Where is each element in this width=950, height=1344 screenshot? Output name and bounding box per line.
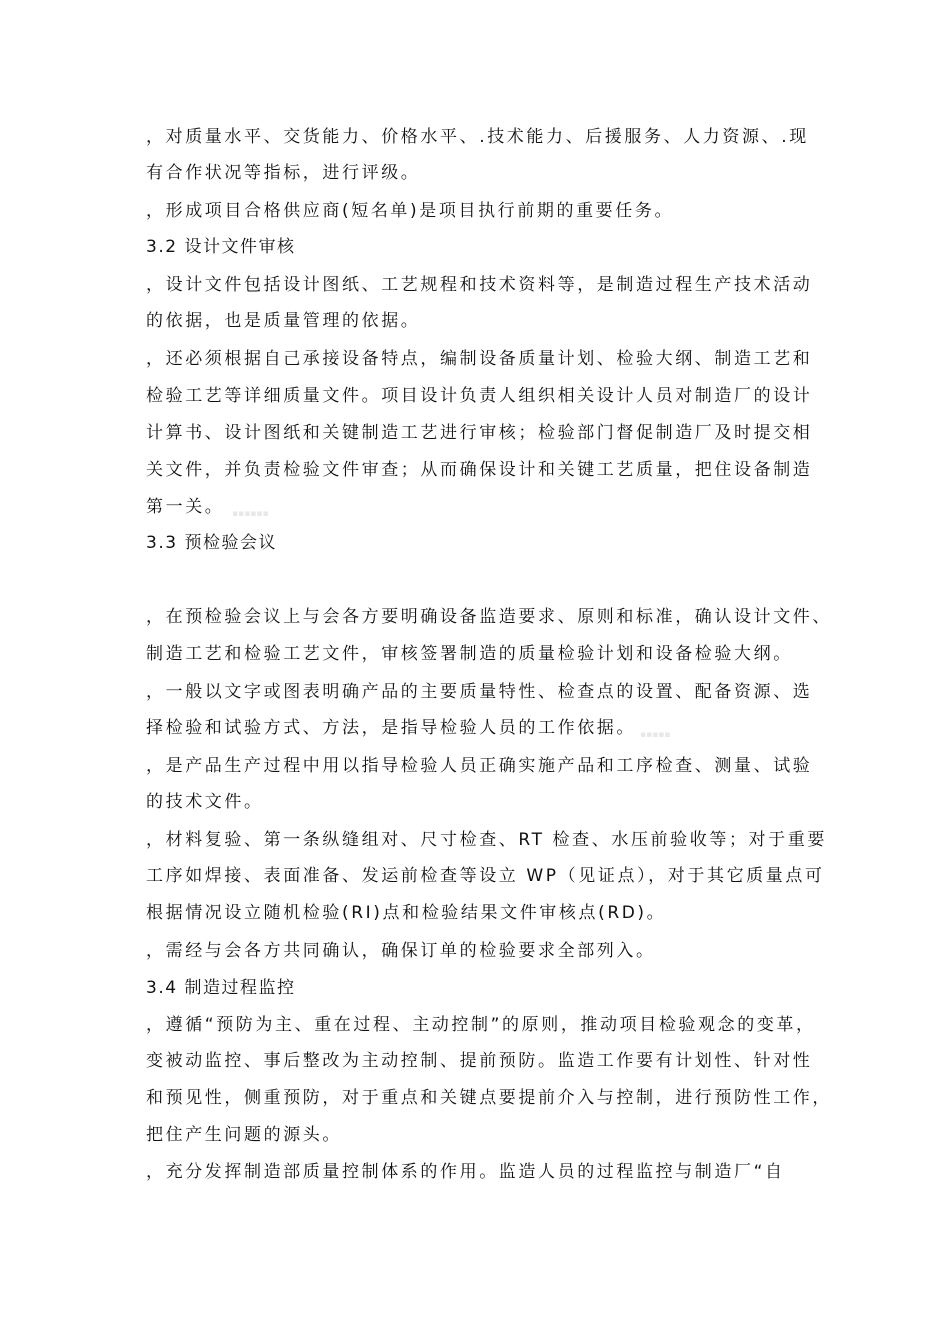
watermark-mark: ▪▪▪▪▪ <box>640 730 671 740</box>
paragraph-line: ，一般以文字或图表明确产品的主要质量特性、检查点的设置、配备资源、选 <box>146 682 813 702</box>
paragraph-line: ，对质量水平、交货能力、价格水平、.技术能力、后援服务、人力资源、.现 <box>146 127 809 147</box>
paragraph-line: 和预见性，侧重预防，对于重点和关键点要提前介入与控制，进行预防性工作， <box>146 1088 832 1108</box>
paragraph-line: ，是产品生产过程中用以指导检验人员正确实施产品和工序检查、测量、试验 <box>146 756 813 776</box>
paragraph-line: 根据情况设立随机检验(RI)点和检验结果文件审核点(RD)。 <box>146 903 667 923</box>
paragraph-line: 第一关。 <box>146 497 225 517</box>
paragraph-line: 工序如焊接、表面准备、发运前检查等设立 WP（见证点），对于其它质量点可 <box>146 866 825 886</box>
paragraph-line: 把住产生问题的源头。 <box>146 1125 342 1145</box>
paragraph-line: ，还必须根据自己承接设备特点，编制设备质量计划、检验大纲、制造工艺和 <box>146 349 813 369</box>
paragraph-line: ，遵循“预防为主、重在过程、主动控制”的原则，推动项目检验观念的变革， <box>146 1015 816 1035</box>
paragraph-line: 有合作状况等指标，进行评级。 <box>146 163 421 183</box>
section-heading-3-2: 3.2 设计文件审核 <box>146 237 296 257</box>
paragraph-line: 变被动监控、事后整改为主动控制、提前预防。监造工作要有计划性、针对性 <box>146 1051 813 1071</box>
paragraph-line: 关文件，并负责检验文件审查；从而确保设计和关键工艺质量，把住设备制造 <box>146 460 813 480</box>
paragraph-line: 检验工艺等详细质量文件。项目设计负责人组织相关设计人员对制造厂的设计 <box>146 386 813 406</box>
paragraph-line: 的依据，也是质量管理的依据。 <box>146 311 421 331</box>
paragraph-line: 择检验和试验方式、方法，是指导检验人员的工作依据。 <box>146 718 636 738</box>
paragraph-line: 制造工艺和检验工艺文件，审核签署制造的质量检验计划和设备检验大纲。 <box>146 644 793 664</box>
watermark-mark: ▪▪▪▪▪▪ <box>232 509 269 519</box>
paragraph-line: ，材料复验、第一条纵缝组对、尺寸检查、RT 检查、水压前验收等；对于重要 <box>146 830 827 850</box>
paragraph-line: ，充分发挥制造部质量控制体系的作用。监造人员的过程监控与制造厂“自 <box>146 1162 785 1182</box>
paragraph-line: ，在预检验会议上与会各方要明确设备监造要求、原则和标准，确认设计文件、 <box>146 607 832 627</box>
paragraph-line: 计算书、设计图纸和关键制造工艺进行审核；检验部门督促制造厂及时提交相 <box>146 423 813 443</box>
section-heading-3-3: 3.3 预检验会议 <box>146 533 277 553</box>
paragraph-line: ，形成项目合格供应商(短名单)是项目执行前期的重要任务。 <box>146 201 675 221</box>
paragraph-line: ，需经与会各方共同确认，确保订单的检验要求全部列入。 <box>146 941 656 961</box>
paragraph-line: ，设计文件包括设计图纸、工艺规程和技术资料等，是制造过程生产技术活动 <box>146 275 813 295</box>
paragraph-line: 的技术文件。 <box>146 792 264 812</box>
section-heading-3-4: 3.4 制造过程监控 <box>146 978 296 998</box>
